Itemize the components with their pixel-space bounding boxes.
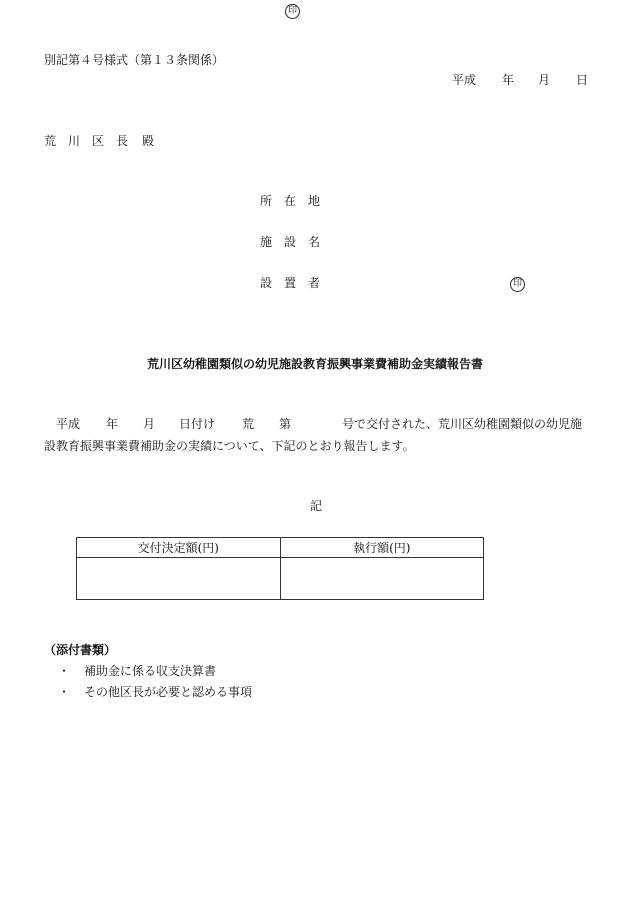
amounts-table: [76, 537, 484, 600]
field-address-label: 所 在 地: [260, 194, 321, 208]
attachment-item: [58, 686, 252, 698]
bullet-mark: ・: [58, 664, 71, 678]
body-year: 年: [106, 417, 119, 431]
founder-seal: [510, 276, 525, 292]
date-era: 平成: [452, 73, 477, 87]
body-text: [44, 413, 592, 457]
addressee-office: 荒 川 区 長: [44, 134, 129, 148]
ki-marker: 記: [310, 499, 323, 513]
table-header-row: [77, 538, 484, 558]
date-year: 年: [502, 73, 515, 87]
addressee-honorific: 殿: [142, 134, 155, 148]
body-number-prefix: 第: [279, 417, 292, 431]
body-line-1: [44, 413, 592, 435]
field-founder-label: 設 置 者: [260, 276, 321, 290]
date-line: [452, 74, 588, 86]
top-seal: [285, 3, 300, 19]
body-era: 平成: [56, 417, 81, 431]
attachment-item-label: その他区長が必要と認める事項: [84, 685, 253, 699]
date-day: 日: [576, 73, 589, 87]
attachment-item: [58, 665, 216, 677]
form-number: 別記第４号様式（第１３条関係）: [44, 53, 225, 67]
body-day: 日付け: [179, 417, 216, 431]
document-title: 荒川区幼稚園類似の幼児施設教育振興事業費補助金実績報告書: [146, 357, 483, 371]
attachment-item-label: 補助金に係る収支決算書: [84, 664, 217, 678]
body-rest-line1: 号で交付された、荒川区幼稚園類似の幼児施: [342, 417, 583, 431]
table-row: [77, 558, 484, 600]
seal-mark: 印: [285, 4, 300, 19]
seal-mark: 印: [510, 277, 525, 292]
bullet-mark: ・: [58, 685, 71, 699]
attachments-heading: （添付書類）: [44, 643, 117, 657]
body-line-2: 設教育振興事業費補助金の実績について、下記のとおり報告します。: [44, 439, 415, 453]
header-executed-amount: 執行額(円): [280, 538, 484, 558]
addressee: [44, 135, 154, 147]
body-ward-char: 荒: [242, 417, 255, 431]
header-granted-amount: 交付決定額(円): [77, 538, 281, 558]
body-month: 月: [143, 417, 156, 431]
date-month: 月: [538, 73, 551, 87]
field-facility-name-label: 施 設 名: [260, 235, 321, 249]
executed-amount-value: [280, 558, 484, 600]
granted-amount-value: [77, 558, 281, 600]
